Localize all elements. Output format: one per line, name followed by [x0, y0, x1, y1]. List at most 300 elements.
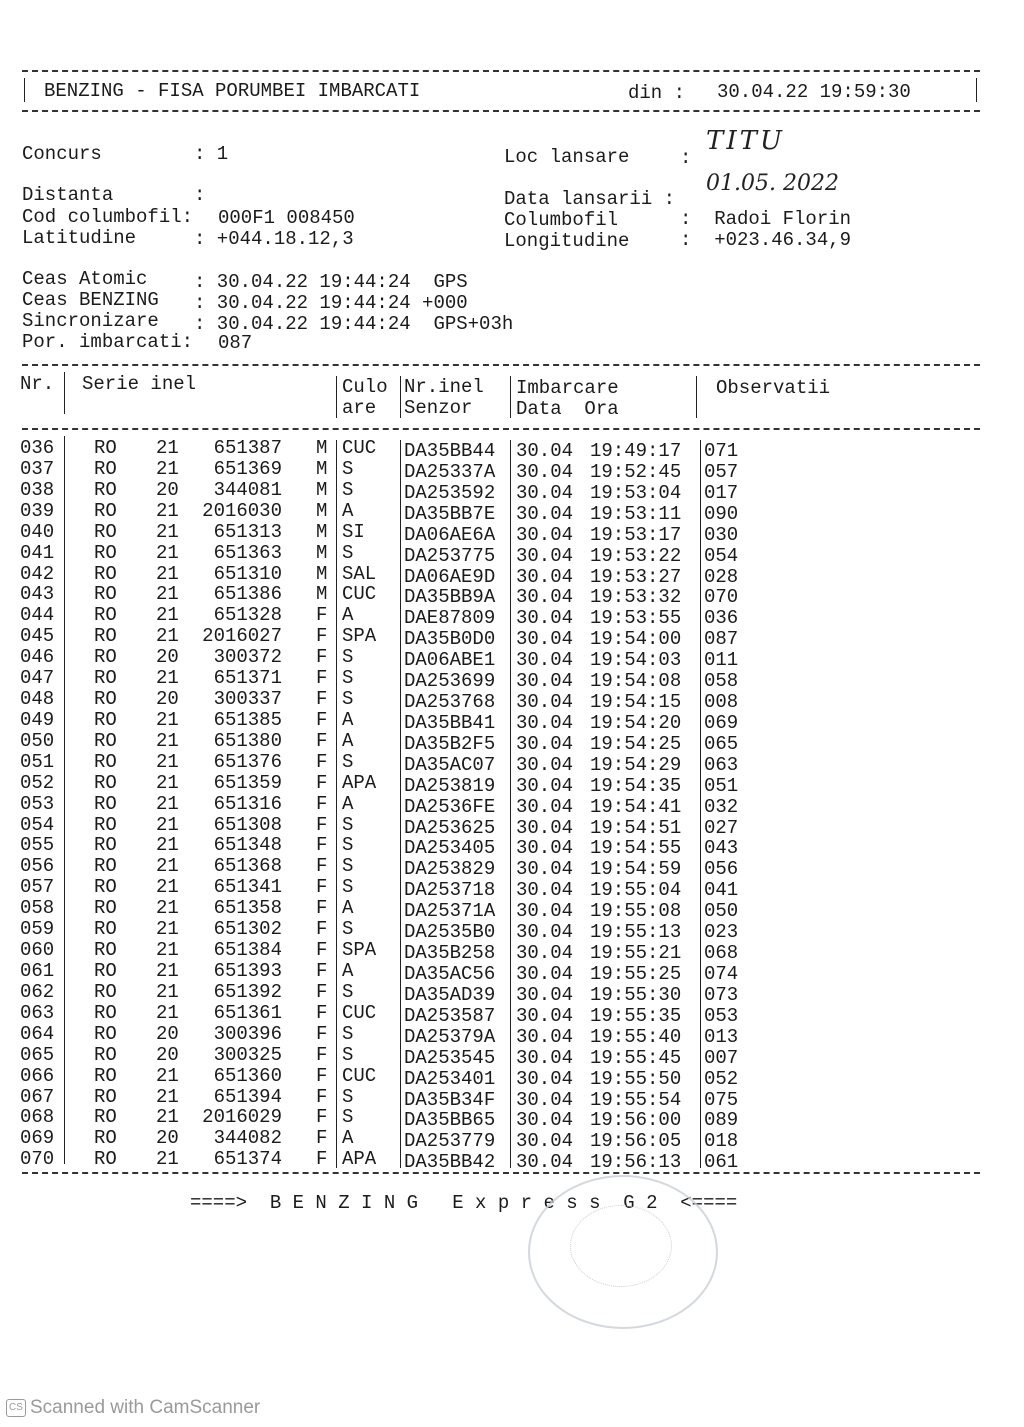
- cell-sex: F: [316, 1085, 328, 1108]
- cell-observatii: 027: [704, 816, 739, 839]
- cell-culoare: A: [342, 708, 354, 731]
- cell-sex: F: [316, 1148, 328, 1171]
- cell-ora: 19:55:13: [590, 921, 682, 944]
- table-row: [0, 1043, 1024, 1069]
- cell-observatii: 008: [704, 691, 739, 714]
- cell-an: 21: [156, 604, 179, 627]
- cell-nr: 061: [20, 960, 55, 982]
- cell-inel: 651385: [213, 708, 282, 731]
- cell-tara: RO: [94, 750, 117, 773]
- cell-culoare: APA: [342, 771, 377, 794]
- cell-data: 30.04: [516, 1046, 574, 1069]
- cod-columbofil-label: Cod columbofil:: [22, 206, 194, 228]
- table-row: [0, 583, 1024, 609]
- cell-culoare: S: [342, 1022, 354, 1045]
- cell-senzor: DA35BB42: [404, 1151, 496, 1174]
- cell-observatii: 007: [704, 1046, 739, 1069]
- cell-inel: 2016027: [202, 625, 282, 648]
- ceas-atomic-label: Ceas Atomic: [22, 268, 148, 290]
- table-row: [0, 625, 1024, 651]
- cell-inel: 651394: [213, 1085, 282, 1108]
- cell-tara: RO: [94, 834, 117, 857]
- cell-data: 30.04: [516, 440, 574, 462]
- cell-an: 21: [156, 562, 179, 585]
- cell-an: 21: [156, 750, 179, 773]
- cell-an: 21: [156, 437, 179, 459]
- cell-inel: 651360: [213, 1064, 282, 1087]
- cell-data: 30.04: [516, 795, 574, 818]
- cell-sex: M: [316, 499, 328, 522]
- cell-culoare: A: [342, 897, 354, 920]
- cell-an: 21: [156, 729, 179, 752]
- cell-ora: 19:53:17: [590, 523, 682, 546]
- cell-an: 20: [156, 688, 179, 711]
- cell-nr: 046: [20, 646, 55, 669]
- cell-senzor: DA06AE6A: [404, 523, 496, 546]
- cell-senzor: DA253718: [404, 879, 496, 902]
- cell-tara: RO: [94, 960, 117, 982]
- ceas-benzing-label: Ceas BENZING: [22, 289, 159, 311]
- cell-tara: RO: [94, 876, 117, 899]
- cell-tara: RO: [94, 729, 117, 752]
- cell-data: 30.04: [516, 628, 574, 651]
- cell-inel: 651393: [213, 960, 282, 982]
- cell-an: 21: [156, 667, 179, 690]
- cell-senzor: DA253545: [404, 1046, 496, 1069]
- cell-sex: F: [316, 792, 328, 815]
- cell-culoare: S: [342, 1043, 354, 1066]
- cell-nr: 069: [20, 1127, 55, 1150]
- cell-ora: 19:56:00: [590, 1109, 682, 1132]
- cell-sex: F: [316, 834, 328, 857]
- cell-nr: 059: [20, 918, 55, 941]
- cell-nr: 036: [20, 437, 55, 459]
- cell-observatii: 028: [704, 565, 739, 588]
- cell-an: 21: [156, 960, 179, 982]
- cell-an: 21: [156, 1001, 179, 1024]
- cell-tara: RO: [94, 625, 117, 648]
- cell-an: 21: [156, 813, 179, 836]
- cell-culoare: S: [342, 667, 354, 690]
- cell-nr: 038: [20, 478, 55, 501]
- cell-ora: 19:53:55: [590, 607, 682, 630]
- cell-an: 21: [156, 499, 179, 522]
- cell-ora: 19:54:08: [590, 670, 682, 693]
- porumbei-imbarcati-label: Por. imbarcati:: [22, 331, 194, 353]
- cell-sex: F: [316, 604, 328, 627]
- cell-senzor: DA25337A: [404, 460, 496, 483]
- cell-sex: F: [316, 980, 328, 1003]
- cell-nr: 070: [20, 1148, 55, 1171]
- cell-culoare: S: [342, 750, 354, 773]
- table-row: [0, 918, 1024, 944]
- cell-inel: 300337: [213, 688, 282, 711]
- loc-lansare-handwritten: TITU: [706, 126, 785, 156]
- cell-tara: RO: [94, 980, 117, 1003]
- cell-sex: F: [316, 750, 328, 773]
- cell-nr: 054: [20, 813, 55, 836]
- distanta-label: Distanta: [22, 184, 114, 206]
- table-row: [0, 771, 1024, 797]
- cell-nr: 051: [20, 750, 55, 773]
- cell-senzor: DA253829: [404, 858, 496, 881]
- cell-data: 30.04: [516, 670, 574, 693]
- cell-data: 30.04: [516, 921, 574, 944]
- cell-senzor: DA25379A: [404, 1025, 496, 1048]
- cell-nr: 037: [20, 457, 55, 480]
- cell-ora: 19:56:13: [590, 1151, 682, 1174]
- ceas-atomic-value: : 30.04.22 19:44:24 GPS: [194, 271, 468, 293]
- cell-observatii: 018: [704, 1130, 739, 1153]
- cell-nr: 060: [20, 939, 55, 962]
- cell-data: 30.04: [516, 983, 574, 1006]
- cell-tara: RO: [94, 813, 117, 836]
- distanta-value: :: [194, 184, 206, 206]
- cell-sex: F: [316, 625, 328, 648]
- cell-tara: RO: [94, 708, 117, 731]
- cell-observatii: 070: [704, 586, 739, 609]
- cell-sex: F: [316, 1022, 328, 1045]
- header-bottom-divider: [22, 110, 980, 112]
- table-row: [0, 1001, 1024, 1027]
- table-row: [0, 667, 1024, 693]
- cell-senzor: DA35BB44: [404, 440, 496, 462]
- col-observatii-header: Observatii: [716, 377, 831, 399]
- cell-an: 21: [156, 918, 179, 941]
- cell-nr: 048: [20, 688, 55, 711]
- cell-data: 30.04: [516, 858, 574, 881]
- cell-data: 30.04: [516, 565, 574, 588]
- cell-ora: 19:55:08: [590, 900, 682, 923]
- cell-ora: 19:54:55: [590, 837, 682, 860]
- cell-observatii: 054: [704, 544, 739, 567]
- cell-data: 30.04: [516, 753, 574, 776]
- cell-senzor: DA35B2F5: [404, 732, 496, 755]
- cell-senzor: DA253775: [404, 544, 496, 567]
- cell-sex: F: [316, 1001, 328, 1024]
- cell-senzor: DA06AE9D: [404, 565, 496, 588]
- table-row: [0, 939, 1024, 965]
- cell-observatii: 050: [704, 900, 739, 923]
- din-label: din :: [628, 82, 686, 104]
- header-left-bar: [24, 78, 25, 102]
- cell-culoare: S: [342, 1106, 354, 1129]
- cell-an: 21: [156, 1085, 179, 1108]
- cell-senzor: DA253699: [404, 670, 496, 693]
- cell-data: 30.04: [516, 649, 574, 672]
- cell-data: 30.04: [516, 732, 574, 755]
- cell-inel: 651384: [213, 939, 282, 962]
- cell-culoare: S: [342, 457, 354, 480]
- cell-inel: 651308: [213, 813, 282, 836]
- cell-an: 20: [156, 1043, 179, 1066]
- cell-tara: RO: [94, 688, 117, 711]
- cell-senzor: DA253592: [404, 481, 496, 504]
- cell-culoare: CUC: [342, 583, 377, 606]
- cell-observatii: 023: [704, 921, 739, 944]
- cell-senzor: DA35AD39: [404, 983, 496, 1006]
- loc-lansare-label: Loc lansare: [504, 146, 630, 168]
- cell-sex: F: [316, 939, 328, 962]
- col-imbarcare-header-1: Imbarcare: [516, 377, 619, 399]
- cell-inel: 300325: [213, 1043, 282, 1066]
- cell-tara: RO: [94, 541, 117, 564]
- latitudine-label: Latitudine: [22, 227, 137, 249]
- cell-ora: 19:56:05: [590, 1130, 682, 1153]
- document-title: BENZING - FISA PORUMBEI IMBARCATI: [44, 80, 421, 102]
- cell-ora: 19:54:35: [590, 774, 682, 797]
- cell-culoare: S: [342, 918, 354, 941]
- table-row: [0, 541, 1024, 567]
- cell-data: 30.04: [516, 1067, 574, 1090]
- cell-an: 21: [156, 834, 179, 857]
- cell-ora: 19:53:22: [590, 544, 682, 567]
- cell-observatii: 017: [704, 481, 739, 504]
- cell-inel: 300372: [213, 646, 282, 669]
- cell-nr: 068: [20, 1106, 55, 1129]
- cell-data: 30.04: [516, 586, 574, 609]
- table-row: [0, 499, 1024, 525]
- table-row: [0, 457, 1024, 483]
- cell-culoare: S: [342, 1085, 354, 1108]
- cell-data: 30.04: [516, 460, 574, 483]
- cell-senzor: DAE87809: [404, 607, 496, 630]
- cell-nr: 050: [20, 729, 55, 752]
- cell-data: 30.04: [516, 816, 574, 839]
- cell-sex: F: [316, 708, 328, 731]
- table-row: [0, 792, 1024, 818]
- cell-culoare: S: [342, 646, 354, 669]
- cell-tara: RO: [94, 1148, 117, 1171]
- cell-culoare: A: [342, 729, 354, 752]
- cell-inel: 2016029: [202, 1106, 282, 1129]
- cell-culoare: S: [342, 478, 354, 501]
- cell-ora: 19:54:03: [590, 649, 682, 672]
- cell-sex: M: [316, 541, 328, 564]
- cell-nr: 063: [20, 1001, 55, 1024]
- cell-inel: 651302: [213, 918, 282, 941]
- cell-senzor: DA35BB65: [404, 1109, 496, 1132]
- camscanner-text: Scanned with CamScanner: [30, 1397, 261, 1418]
- cell-observatii: 061: [704, 1151, 739, 1174]
- cell-senzor: DA35B258: [404, 942, 496, 965]
- cell-inel: 651363: [213, 541, 282, 564]
- latitudine-value: : +044.18.12,3: [194, 228, 354, 250]
- cell-data: 30.04: [516, 711, 574, 734]
- cell-data: 30.04: [516, 523, 574, 546]
- cell-culoare: APA: [342, 1148, 377, 1171]
- columbofil-label: Columbofil: [504, 209, 619, 231]
- table-row: [0, 834, 1024, 860]
- cell-an: 21: [156, 897, 179, 920]
- cell-ora: 19:54:41: [590, 795, 682, 818]
- table-row: [0, 729, 1024, 755]
- cell-senzor: DA253401: [404, 1067, 496, 1090]
- cell-sex: F: [316, 855, 328, 878]
- cell-culoare: SAL: [342, 562, 377, 585]
- cell-senzor: DA2536FE: [404, 795, 496, 818]
- cell-tara: RO: [94, 646, 117, 669]
- cell-tara: RO: [94, 771, 117, 794]
- cell-sex: F: [316, 897, 328, 920]
- camscanner-icon: CS: [6, 1399, 26, 1417]
- table-row: [0, 604, 1024, 630]
- cell-an: 21: [156, 1148, 179, 1171]
- cell-an: 21: [156, 1106, 179, 1129]
- cell-data: 30.04: [516, 1130, 574, 1153]
- cell-sex: F: [316, 771, 328, 794]
- cell-nr: 066: [20, 1064, 55, 1087]
- cell-senzor: DA06ABE1: [404, 649, 496, 672]
- cell-senzor: DA253819: [404, 774, 496, 797]
- cell-sex: F: [316, 918, 328, 941]
- cell-nr: 056: [20, 855, 55, 878]
- longitudine-label: Longitudine: [504, 230, 630, 252]
- cell-culoare: CUC: [342, 1001, 377, 1024]
- footer-benzing-express: ====> B E N Z I N G E x p r e s s G 2 <====: [190, 1192, 738, 1214]
- table-row: [0, 813, 1024, 839]
- cell-inel: 344082: [213, 1127, 282, 1150]
- cell-sex: F: [316, 1106, 328, 1129]
- cell-senzor: DA2535B0: [404, 921, 496, 944]
- cell-ora: 19:55:40: [590, 1025, 682, 1048]
- col-nr-header: Nr.: [20, 373, 55, 395]
- table-row: [0, 1085, 1024, 1111]
- cell-sex: F: [316, 646, 328, 669]
- cell-observatii: 073: [704, 983, 739, 1006]
- cell-an: 21: [156, 792, 179, 815]
- cell-tara: RO: [94, 667, 117, 690]
- cell-observatii: 051: [704, 774, 739, 797]
- cell-culoare: S: [342, 855, 354, 878]
- table-row: [0, 478, 1024, 504]
- cell-an: 21: [156, 855, 179, 878]
- cell-observatii: 052: [704, 1067, 739, 1090]
- cell-senzor: DA253587: [404, 1004, 496, 1027]
- cell-observatii: 013: [704, 1025, 739, 1048]
- cell-culoare: SPA: [342, 625, 377, 648]
- cell-inel: 651341: [213, 876, 282, 899]
- cell-ora: 19:54:20: [590, 711, 682, 734]
- cell-observatii: 075: [704, 1088, 739, 1111]
- table-row: [0, 646, 1024, 672]
- cell-tara: RO: [94, 562, 117, 585]
- table-row: [0, 520, 1024, 546]
- cell-sex: M: [316, 562, 328, 585]
- cell-culoare: S: [342, 876, 354, 899]
- col-senzor-header-1: Nr.inel: [404, 376, 484, 398]
- cell-an: 20: [156, 1127, 179, 1150]
- table-row: [0, 688, 1024, 714]
- cell-tara: RO: [94, 457, 117, 480]
- cell-senzor: DA35B0D0: [404, 628, 496, 651]
- cell-nr: 065: [20, 1043, 55, 1066]
- cell-observatii: 065: [704, 732, 739, 755]
- stamp-seal-inner: [570, 1205, 672, 1287]
- cell-ora: 19:54:25: [590, 732, 682, 755]
- table-bottom-divider: [22, 1172, 980, 1174]
- cell-data: 30.04: [516, 879, 574, 902]
- concurs-value: : 1: [194, 143, 229, 165]
- table-row: [0, 1064, 1024, 1090]
- cell-nr: 067: [20, 1085, 55, 1108]
- cell-tara: RO: [94, 604, 117, 627]
- cell-observatii: 071: [704, 440, 739, 462]
- cell-inel: 2016030: [202, 499, 282, 522]
- cell-ora: 19:55:35: [590, 1004, 682, 1027]
- cell-nr: 057: [20, 876, 55, 899]
- cell-an: 21: [156, 939, 179, 962]
- cell-tara: RO: [94, 939, 117, 962]
- table-row: [0, 980, 1024, 1006]
- table-row: [0, 1022, 1024, 1048]
- cell-inel: 651359: [213, 771, 282, 794]
- cell-data: 30.04: [516, 691, 574, 714]
- camscanner-watermark: [6, 1397, 260, 1419]
- cell-sex: M: [316, 457, 328, 480]
- din-value: 30.04.22 19:59:30: [717, 81, 911, 103]
- table-row: [0, 562, 1024, 588]
- table-header-divider: [22, 428, 980, 430]
- cell-culoare: A: [342, 604, 354, 627]
- cell-senzor: DA253405: [404, 837, 496, 860]
- cell-observatii: 069: [704, 711, 739, 734]
- cell-senzor: DA35AC07: [404, 753, 496, 776]
- table-row: [0, 897, 1024, 923]
- porumbei-imbarcati-value: 087: [218, 332, 253, 354]
- cell-an: 21: [156, 520, 179, 543]
- cell-tara: RO: [94, 1127, 117, 1150]
- table-row: [0, 1148, 1024, 1174]
- cell-data: 30.04: [516, 900, 574, 923]
- sincronizare-label: Sincronizare: [22, 310, 159, 332]
- longitudine-value: : +023.46.34,9: [680, 229, 852, 251]
- cell-data: 30.04: [516, 837, 574, 860]
- table-row: [0, 1127, 1024, 1153]
- table-row: [0, 437, 1024, 462]
- cell-ora: 19:49:17: [590, 440, 682, 462]
- cell-an: 21: [156, 625, 179, 648]
- cell-inel: 651328: [213, 604, 282, 627]
- cell-nr: 052: [20, 771, 55, 794]
- cell-ora: 19:55:54: [590, 1088, 682, 1111]
- top-divider: [22, 70, 980, 72]
- cell-an: 21: [156, 980, 179, 1003]
- cell-data: 30.04: [516, 544, 574, 567]
- cell-sex: F: [316, 729, 328, 752]
- ceas-benzing-value: : 30.04.22 19:44:24 +000: [194, 292, 468, 314]
- cell-observatii: 068: [704, 942, 739, 965]
- cell-culoare: S: [342, 541, 354, 564]
- cell-an: 21: [156, 708, 179, 731]
- cell-culoare: A: [342, 960, 354, 982]
- cell-senzor: DA35BB9A: [404, 586, 496, 609]
- cell-an: 20: [156, 646, 179, 669]
- cell-data: 30.04: [516, 942, 574, 965]
- table-row: [0, 960, 1024, 985]
- cell-nr: 043: [20, 583, 55, 606]
- cell-senzor: DA25371A: [404, 900, 496, 923]
- cell-sex: F: [316, 667, 328, 690]
- cell-observatii: 063: [704, 753, 739, 776]
- cell-data: 30.04: [516, 607, 574, 630]
- cell-inel: 651392: [213, 980, 282, 1003]
- cell-senzor: DA253768: [404, 691, 496, 714]
- cell-nr: 039: [20, 499, 55, 522]
- cell-data: 30.04: [516, 1088, 574, 1111]
- cell-inel: 344081: [213, 478, 282, 501]
- cell-sex: M: [316, 478, 328, 501]
